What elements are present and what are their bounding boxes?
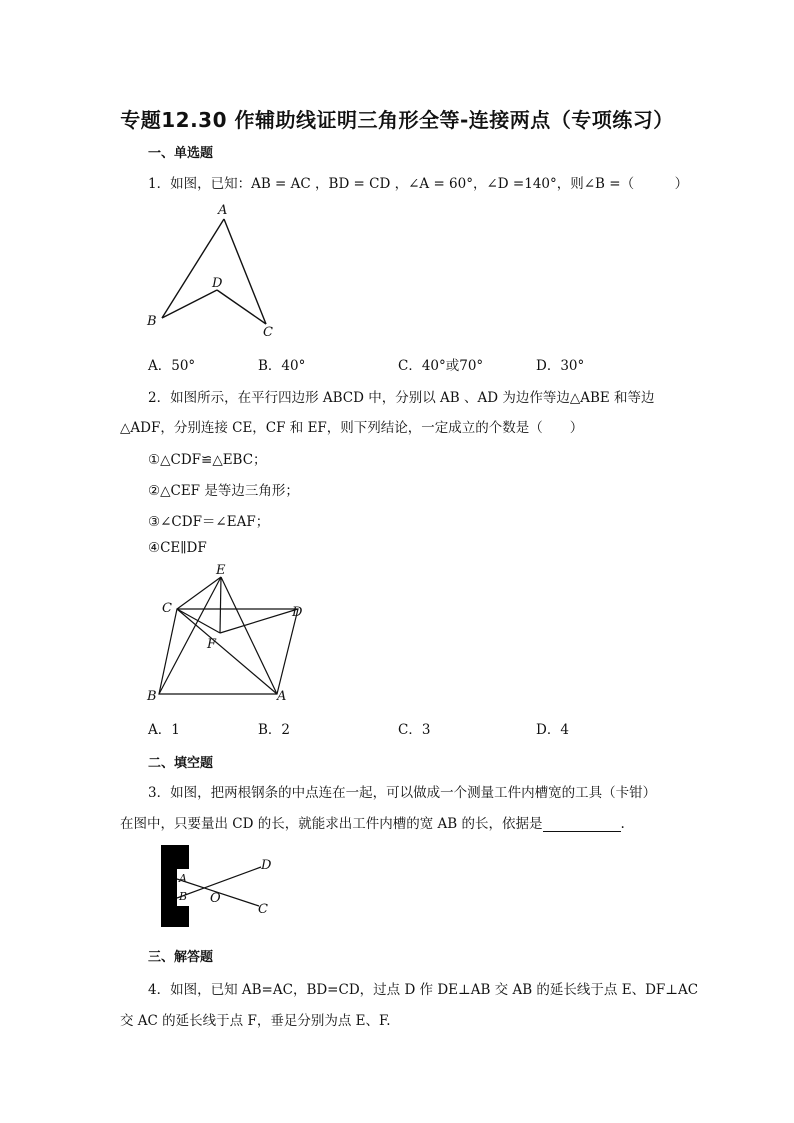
question-3-stem-line2	[120, 812, 625, 832]
q3-answer-blank[interactable]	[543, 817, 621, 832]
question-1-figure	[140, 198, 290, 340]
q3-stem-text: 在图中，只要量出 CD 的长，就能求出工件内槽的宽 AB 的长，依据是	[120, 816, 543, 832]
q2-option-a[interactable]: A．1	[148, 722, 180, 738]
question-4-stem-line1: 4．如图，已知 AB=AC，BD=CD，过点 D 作 DE⊥AB 交 AB 的延长线于点 E、DF⊥AC	[148, 982, 699, 998]
section-heading-solutions: 三、解答题	[148, 950, 214, 965]
q3-label-b: B	[179, 890, 188, 903]
question-2-stem-line1: 2．如图所示，在平行四边形 ABCD 中，分别以 AB 、AD 为边作等边△ABE 和等边	[148, 390, 655, 406]
q1-option-b[interactable]: B．40°	[258, 358, 306, 374]
q1-label-a: A	[218, 203, 228, 218]
q2-label-e: E	[216, 563, 226, 578]
question-2-figure	[140, 562, 320, 707]
q1-option-a[interactable]: A．50°	[148, 358, 196, 374]
q2-label-a: A	[277, 689, 287, 704]
page-title: 专题12.30 作辅助线证明三角形全等-连接两点（专项练习）	[120, 108, 674, 132]
q2-option-c[interactable]: C．3	[398, 722, 431, 738]
question-2-stem-line2: △ADF，分别连接 CE，CF 和 EF，则下列结论，一定成立的个数是（ ）	[120, 420, 584, 436]
q2-option-d[interactable]: D．4	[536, 722, 569, 738]
q3-label-a: A	[179, 872, 187, 885]
q2-statement-2: ②△CEF 是等边三角形；	[148, 483, 299, 499]
q2-option-b[interactable]: B．2	[258, 722, 291, 738]
q2-label-d: D	[292, 605, 303, 620]
q2-label-f: F	[207, 637, 217, 652]
q3-stem-end: .	[620, 816, 625, 832]
q2-statement-4: ④CE∥DF	[148, 540, 207, 556]
q3-label-o: O	[210, 891, 221, 906]
q2-statement-3: ③∠CDF＝∠EAF；	[148, 514, 270, 530]
q2-statement-1: ①△CDF≌△EBC；	[148, 452, 267, 468]
q1-option-d[interactable]: D．30°	[536, 358, 585, 374]
q1-option-c[interactable]: C．40°或70°	[398, 358, 484, 374]
section-heading-single-choice: 一、单选题	[148, 146, 214, 161]
q1-label-d: D	[212, 276, 223, 291]
question-1-stem: 1．如图，已知：AB = AC ，BD = CD ，∠A = 60°，∠D =140°，则∠B =（ ）	[148, 176, 689, 192]
question-3-figure	[155, 842, 285, 930]
q3-label-d: D	[261, 858, 272, 873]
q3-label-c: C	[258, 902, 268, 917]
q2-label-b: B	[147, 689, 157, 704]
question-3-stem-line1: 3．如图，把两根钢条的中点连在一起，可以做成一个测量工件内槽宽的工具（卡钳）	[148, 785, 657, 801]
q2-label-c: C	[162, 601, 172, 616]
q1-label-c: C	[263, 325, 273, 340]
q1-label-b: B	[147, 314, 157, 329]
question-4-stem-line2: 交 AC 的延长线于点 F，垂足分别为点 E、F.	[120, 1013, 391, 1029]
section-heading-fill-blank: 二、填空题	[148, 756, 214, 771]
